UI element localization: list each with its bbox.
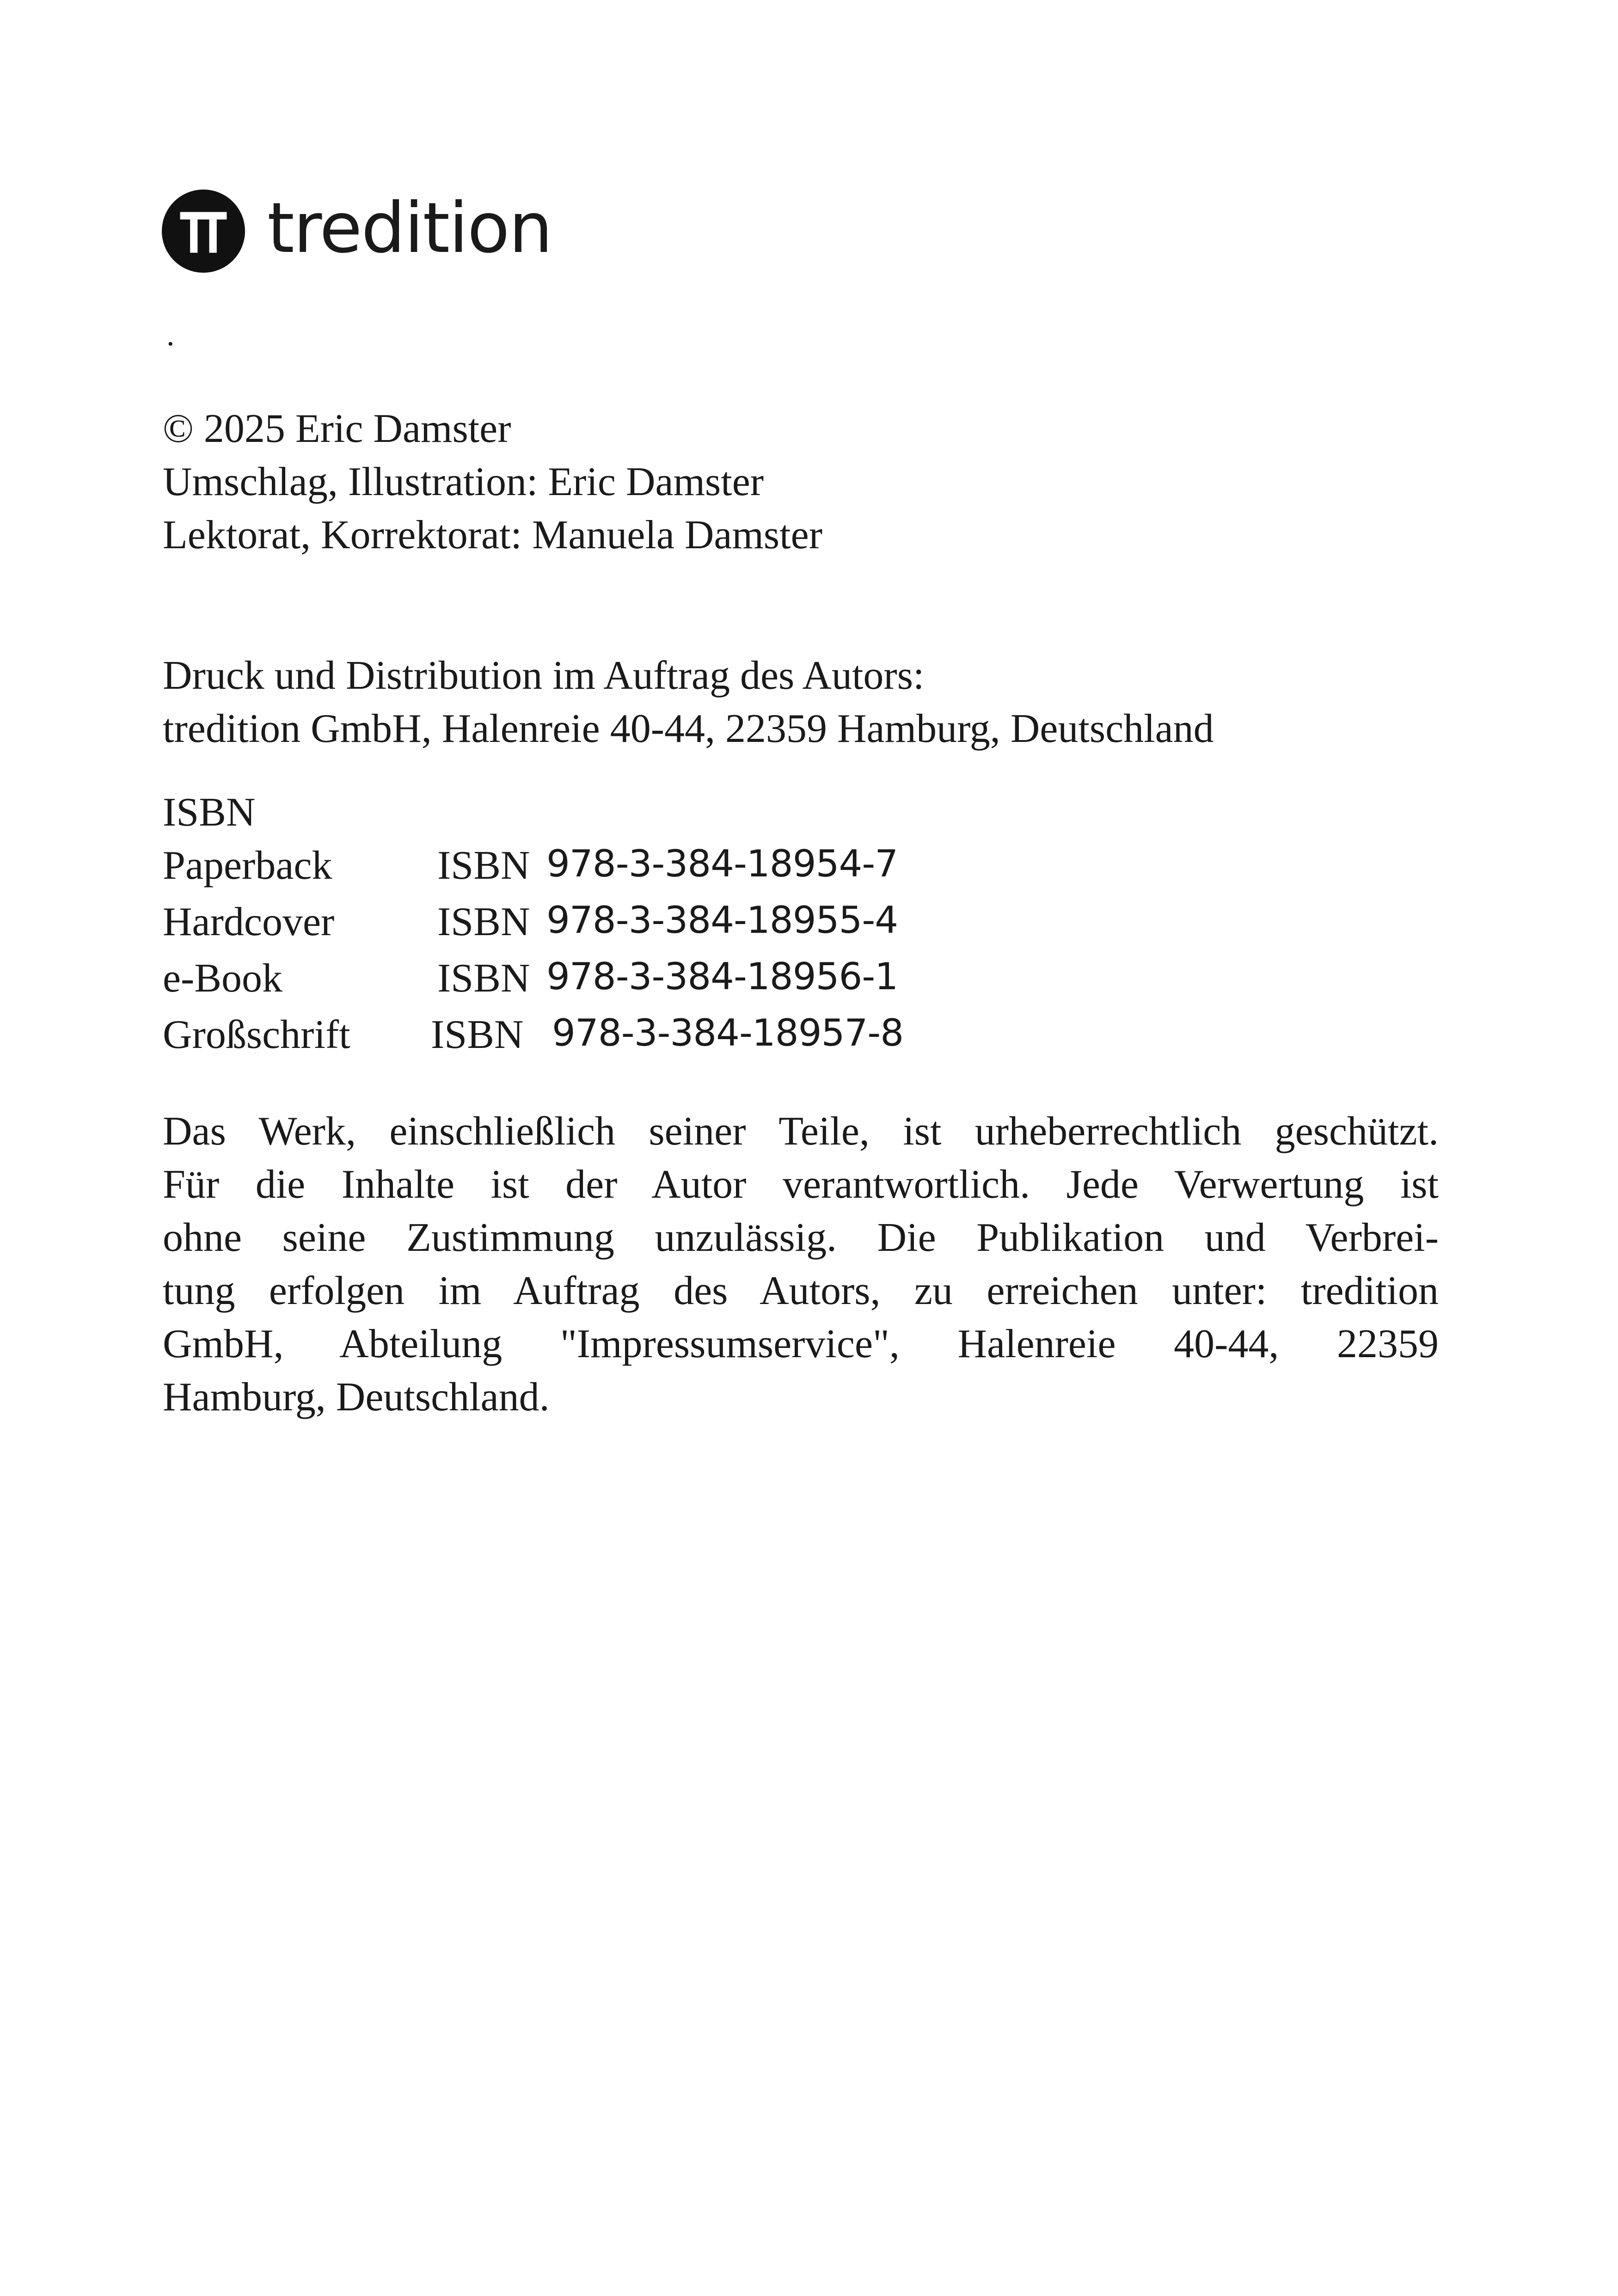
isbn-number: 978-3-384-18956-1 [546,955,898,998]
legal-line: Für die Inhalte ist der Autor verantwortlich. Jede Verwertung ist [163,1162,1439,1207]
editing-line: Lektorat, Korrektorat: Manuela Damster [163,513,822,557]
isbn-heading: ISBN [163,790,256,835]
isbn-prefix: ISBN [431,1012,524,1057]
print-distribution-heading: Druck und Distribution im Auftrag des Autors: [163,653,925,698]
isbn-prefix: ISBN [437,956,530,1001]
legal-notice [163,1105,1439,1424]
isbn-format-label: e-Book [163,956,283,1001]
legal-line: GmbH, Abteilung "Impressumservice", Halenreie 40-44, 22359 [163,1322,1439,1366]
publisher-address: tredition GmbH, Halenreie 40-44, 22359 Hamburg, Deutschland [163,706,1214,751]
legal-line: tung erfolgen im Auftrag des Autors, zu erreichen unter: tredition [163,1268,1439,1313]
print-distribution-block [163,649,1214,755]
isbn-prefix: ISBN [437,843,530,888]
isbn-number: 978-3-384-18954-7 [546,842,898,885]
isbn-number: 978-3-384-18955-4 [546,899,898,942]
isbn-format-label: Paperback [163,843,332,888]
tredition-logo-icon [162,190,245,273]
isbn-number: 978-3-384-18957-8 [552,1011,904,1054]
legal-line: ohne seine Zustimmung unzulässig. Die Publikation und Verbrei- [163,1215,1439,1260]
separator-dot: . [166,317,175,353]
legal-line: Hamburg, Deutschland. [163,1375,550,1420]
publisher-logo [162,190,552,273]
logo-wordmark: tredition [267,188,552,269]
isbn-prefix: ISBN [437,900,530,944]
credits-block [163,402,822,562]
isbn-format-label: Hardcover [163,900,335,944]
copyright-line: © 2025 Eric Damster [163,406,511,451]
cover-illustration-line: Umschlag, Illustration: Eric Damster [163,459,764,504]
legal-line: Das Werk, einschließlich seiner Teile, ist urheberrechtlich geschützt. [163,1109,1439,1154]
isbn-format-label: Großschrift [163,1012,350,1057]
